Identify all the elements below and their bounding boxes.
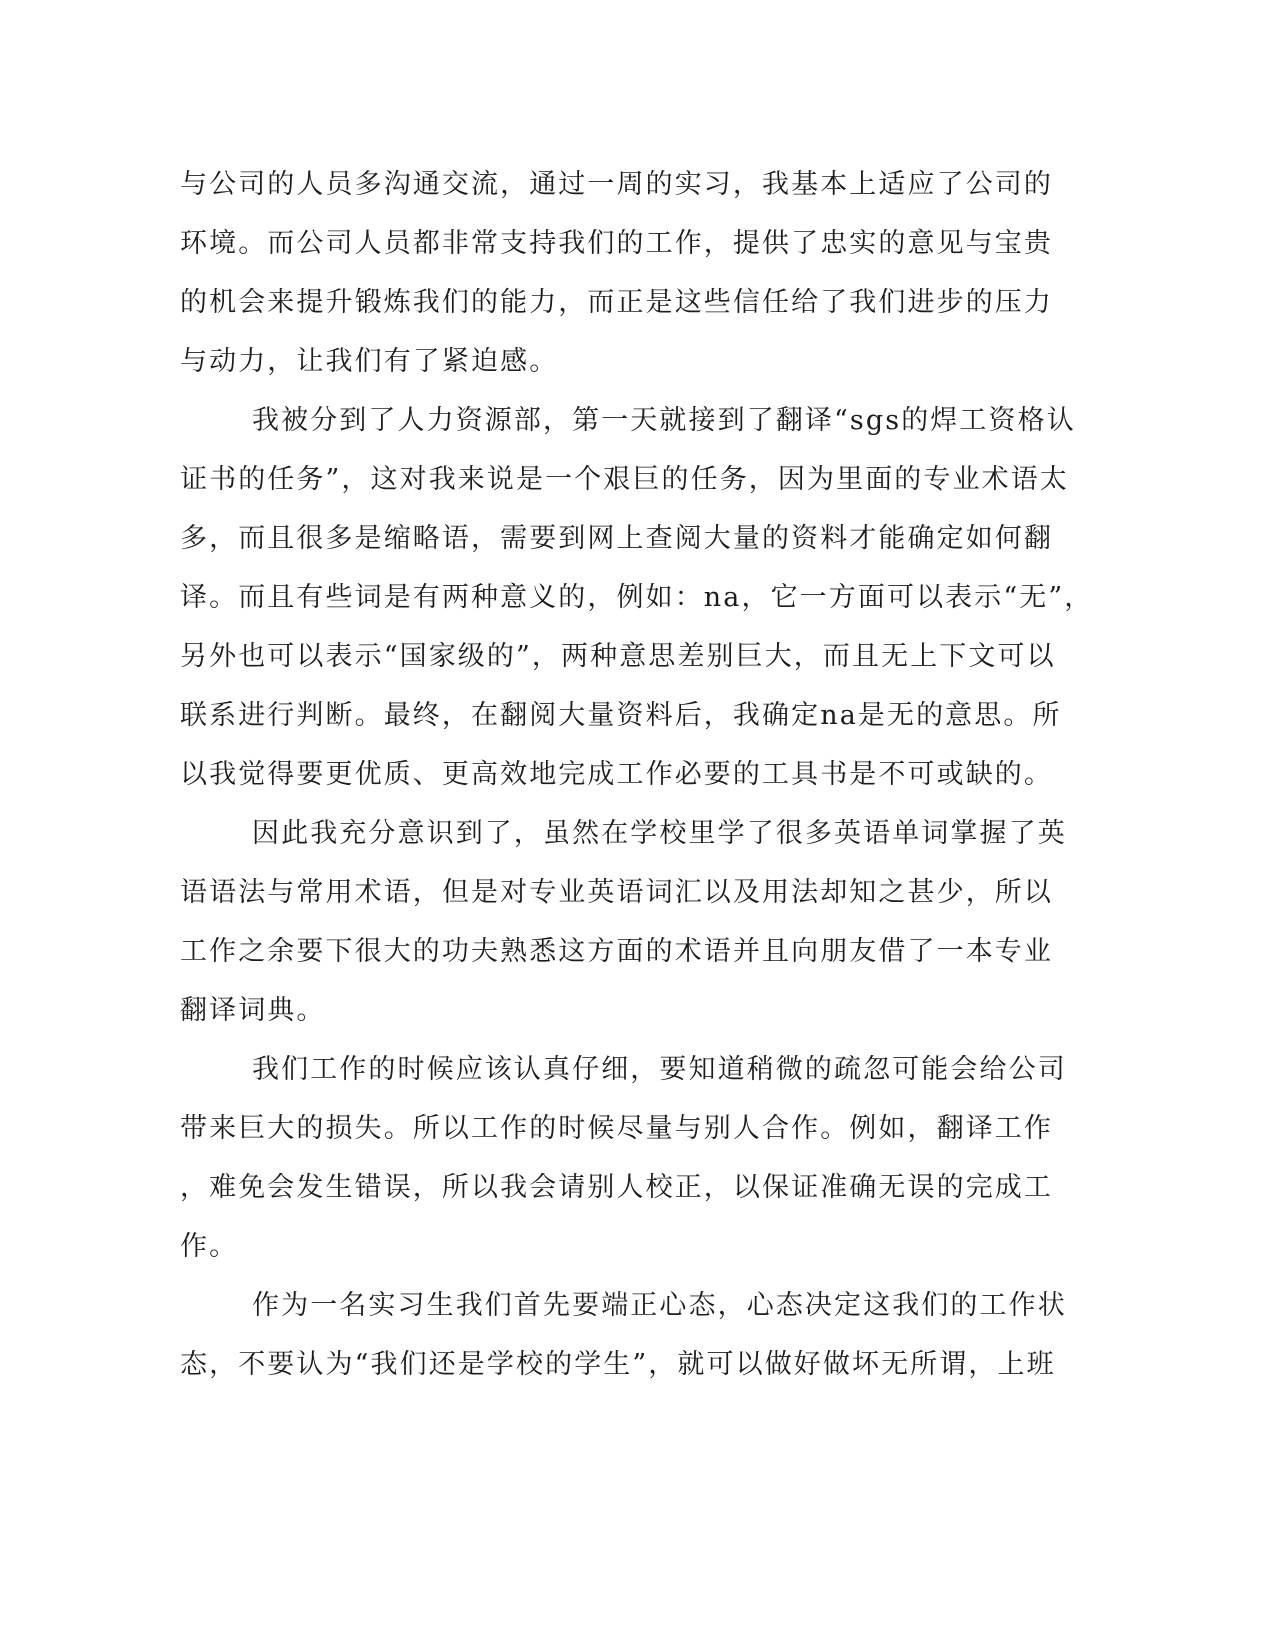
text-line: 译。而且有些词是有两种意义的，例如：na，它一方面可以表示“无”， bbox=[180, 582, 1094, 613]
text-line: 与公司的人员多沟通交流，通过一周的实习，我基本上适应了公司的 bbox=[180, 169, 1053, 200]
text-line: 多，而且很多是缩略语，需要到网上查阅大量的资料才能确定如何翻 bbox=[180, 523, 1053, 554]
text-line: 联系进行判断。最终，在翻阅大量资料后，我确定na是无的意思。所 bbox=[180, 700, 1062, 731]
text-line: ，难免会发生错误，所以我会请别人校正，以保证准确无误的完成工 bbox=[180, 1172, 1053, 1203]
paragraph-first-line: 因此我充分意识到了，虽然在学校里学了很多英语单词掌握了英 bbox=[252, 818, 1067, 849]
text-line: 的机会来提升锻炼我们的能力，而正是这些信任给了我们进步的压力 bbox=[180, 287, 1053, 318]
paragraph-first-line: 我被分到了人力资源部，第一天就接到了翻译“sgs的焊工资格认 bbox=[252, 405, 1076, 436]
text-line: 翻译词典。 bbox=[180, 995, 326, 1026]
text-line: 作。 bbox=[180, 1231, 239, 1262]
text-line: 与动力，让我们有了紧迫感。 bbox=[180, 346, 559, 377]
text-line: 以我觉得要更优质、更高效地完成工作必要的工具书是不可或缺的。 bbox=[180, 759, 1053, 790]
text-line: 另外也可以表示“国家级的”，两种意思差别巨大，而且无上下文可以 bbox=[180, 641, 1056, 672]
text-line: 语语法与常用术语，但是对专业英语词汇以及用法却知之甚少，所以 bbox=[180, 877, 1053, 908]
text-line: 证书的任务”，这对我来说是一个艰巨的任务，因为里面的专业术语太 bbox=[180, 464, 1069, 495]
text-line: 带来巨大的损失。所以工作的时候尽量与别人合作。例如，翻译工作 bbox=[180, 1113, 1053, 1144]
text-line: 工作之余要下很大的功夫熟悉这方面的术语并且向朋友借了一本专业 bbox=[180, 936, 1053, 967]
paragraph-first-line: 作为一名实习生我们首先要端正心态，心态决定这我们的工作状 bbox=[252, 1290, 1067, 1321]
paragraph-first-line: 我们工作的时候应该认真仔细，要知道稍微的疏忽可能会给公司 bbox=[252, 1054, 1067, 1085]
text-line: 态，不要认为“我们还是学校的学生”，就可以做好做坏无所谓，上班 bbox=[180, 1349, 1056, 1380]
body-text bbox=[180, 155, 1094, 1394]
text-line: 环境。而公司人员都非常支持我们的工作，提供了忠实的意见与宝贵 bbox=[180, 228, 1053, 259]
